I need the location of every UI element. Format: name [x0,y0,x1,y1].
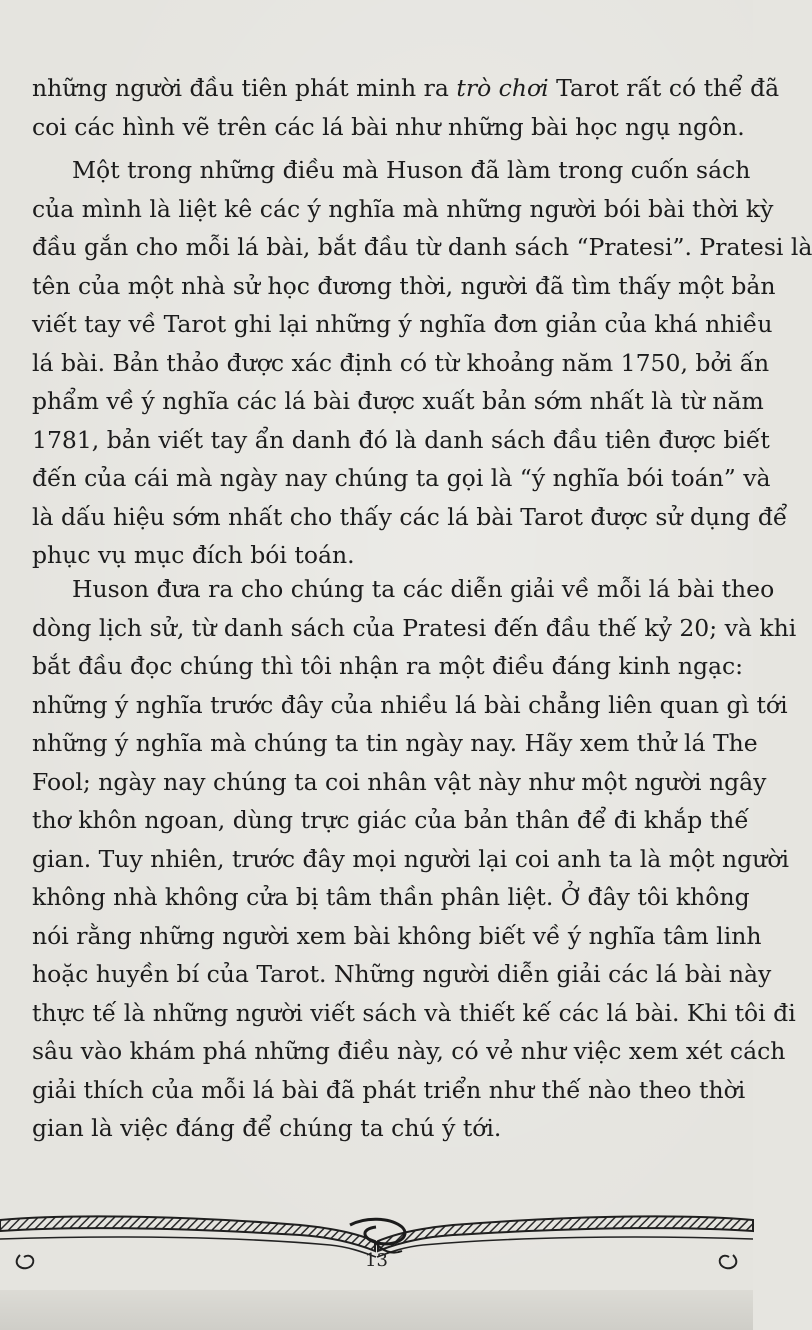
paragraph-2 [32,151,812,575]
page-bottom-edge [0,1290,753,1330]
text-line: dòng lịch sử, từ danh sách của Pratesi đến đầu thế kỷ 20; và khi [32,613,797,642]
paragraph-1 [32,69,780,146]
text-line: phục vụ mục đích bói toán. [32,541,355,569]
text-line: sâu vào khám phá những điều này, có vẻ như việc xem xét cách [32,1037,786,1065]
text-line: Huson đưa ra cho chúng ta các diễn giải về mỗi lá bài theo [72,575,775,603]
text-line: những người đầu tiên phát minh ra trò chơi Tarot rất có thể đã [32,74,780,102]
text-line: gian. Tuy nhiên, trước đây mọi người lại coi anh ta là một người [32,844,790,873]
italic-text: trò chơi [456,74,549,102]
text-line: những ý nghĩa trước đây của nhiều lá bài chẳng liên quan gì tới [32,690,788,719]
page-number: 13 [365,1250,388,1271]
text-line: viết tay về Tarot ghi lại những ý nghĩa đơn giản của khá nhiều [32,310,773,338]
text-line: Fool; ngày nay chúng ta coi nhân vật này như một người ngây [32,767,767,796]
text-line: đầu gắn cho mỗi lá bài, bắt đầu từ danh sách “Pratesi”. Pratesi là [32,233,812,261]
text-line: lá bài. Bản thảo được xác định có từ khoảng năm 1750, bởi ấn [32,348,770,377]
text-line: gian là việc đáng để chúng ta chú ý tới. [32,1114,502,1142]
text-line: là dấu hiệu sớm nhất cho thấy các lá bài Tarot được sử dụng để [32,502,788,531]
text-line: coi các hình vẽ trên các lá bài như những bài học ngụ ngôn. [32,112,745,141]
text-line: hoặc huyền bí của Tarot. Những người diễn giải các lá bài này [32,960,772,988]
text-line: giải thích của mỗi lá bài đã phát triển như thế nào theo thời [32,1075,746,1104]
text-line: bắt đầu đọc chúng thì tôi nhận ra một điều đáng kinh ngạc: [32,652,744,680]
text-line: không nhà không cửa bị tâm thần phân liệt. Ở đây tôi không [32,883,750,911]
text-line: những ý nghĩa mà chúng ta tin ngày nay. Hãy xem thử lá The [32,729,758,757]
text-line: thực tế là những người viết sách và thiết kế các lá bài. Khi tôi đi [32,998,796,1027]
text-line: thơ khôn ngoan, dùng trực giác của bản thân để đi khắp thế [32,806,749,834]
text-line: đến của cái mà ngày nay chúng ta gọi là “ý nghĩa bói toán” và [32,464,771,492]
text-line: nói rằng những người xem bài không biết về ý nghĩa tâm linh [32,921,762,950]
text-line: Một trong những điều mà Huson đã làm trong cuốn sách [72,156,751,184]
paragraph-3 [32,570,797,1148]
text-line: tên của một nhà sử học đương thời, người đã tìm thấy một bản [32,271,776,300]
text-line: của mình là liệt kê các ý nghĩa mà những người bói bài thời kỳ [32,194,774,223]
text-line: phẩm về ý nghĩa các lá bài được xuất bản sớm nhất là từ năm [32,387,764,415]
text-line: 1781, bản viết tay ẩn danh đó là danh sách đầu tiên được biết [32,425,770,454]
